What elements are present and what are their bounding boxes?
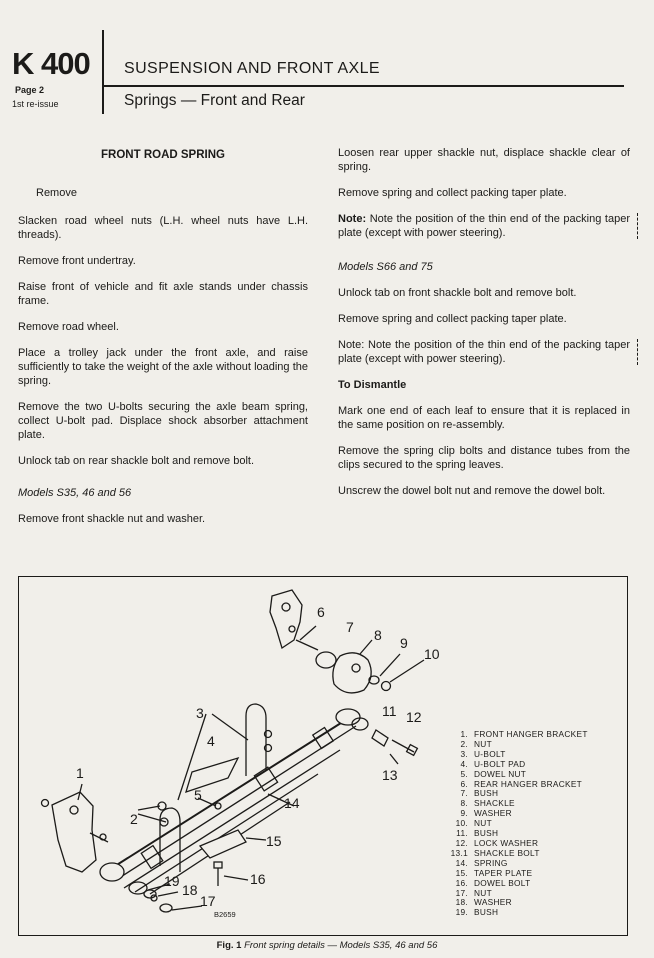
legend-label: NUT [474,738,492,749]
legend-item [450,879,588,889]
step-paragraph: Unlock tab on rear shackle bolt and remove bolt. [18,455,255,467]
legend-number: 6. [460,778,468,789]
legend-number: 16. [455,877,468,888]
callout-9: 9 [400,635,408,651]
legend-number: 12. [455,837,468,848]
callout-7: 7 [346,619,354,635]
figure-callouts [76,604,440,909]
legend-label: BUSH [474,788,499,799]
legend-item [450,780,588,790]
legend-number: 2. [460,738,468,749]
step-paragraph: Remove front shackle nut and washer. [18,513,206,525]
step-paragraph: Unscrew the dowel bolt nut and remove the dowel bolt. [338,485,606,497]
legend-item [450,908,588,918]
legend-item [450,898,588,908]
models-heading: Models S66 and 75 [338,261,433,273]
caption-label: Fig. 1 [216,940,242,951]
legend-number: 3. [460,748,468,759]
subsection-title: Springs — Front and Rear [124,92,305,109]
legend-item [450,849,588,859]
issue-label: 1st re-issue [12,99,59,109]
step-paragraph: Slacken road wheel nuts (L.H. wheel nuts have L.H. threads). [18,215,308,241]
legend-label: NUT [474,887,492,898]
parts-legend [450,730,588,918]
legend-number: 13.1 [450,847,468,858]
step-paragraph: Remove the two U-bolts securing the axle beam spring, collect U-bolt pad. Displace shock absorber attachment plate. [18,401,308,441]
legend-label: SHACKLE [474,798,515,809]
legend-number: 10. [455,818,468,829]
legend-label: FRONT HANGER BRACKET [474,729,588,739]
callout-13: 13 [382,767,398,783]
legend-number: 11. [456,828,468,839]
legend-label: BUSH [474,907,499,918]
callout-1: 1 [76,765,84,781]
legend-label: SHACKLE BOLT [474,847,540,858]
legend-number: 4. [460,758,468,769]
legend-item [450,819,588,829]
step-paragraph: Loosen rear upper shackle nut, displace shackle clear of spring. [338,147,630,173]
callout-17: 17 [200,893,216,909]
legend-number: 14. [455,857,468,868]
legend-number: 7. [460,788,468,799]
note-text: Note the position of the thin end of the packing taper plate (except with power steering). [338,213,630,239]
callout-5: 5 [194,787,202,803]
callout-3: 3 [196,705,204,721]
callout-6: 6 [317,604,325,620]
legend-label: U-BOLT [474,748,506,759]
step-paragraph: Remove spring and collect packing taper plate. [338,313,567,325]
legend-item [450,730,588,740]
step-paragraph: Remove spring and collect packing taper plate. [338,187,567,199]
legend-label: LOCK WASHER [474,837,539,848]
legend-number: 15. [455,867,468,878]
callout-2: 2 [130,811,138,827]
legend-label: WASHER [474,808,512,819]
dismantle-heading: To Dismantle [338,379,407,391]
legend-item [450,799,588,809]
figure-reference-code: B2659 [214,910,236,919]
step-paragraph: Remove road wheel. [18,321,119,333]
legend-number: 8. [460,798,468,809]
note-label: Note: [338,213,367,225]
step-paragraph: Place a trolley jack under the front axle, and raise sufficiently to take the weight of the axle without loading the spring. [18,347,308,387]
legend-label: SPRING [474,857,508,868]
callout-18: 18 [182,882,198,898]
callout-16: 16 [250,871,266,887]
legend-label: BUSH [474,828,499,839]
caption-text: Front spring details — Models S35, 46 and 56 [244,940,438,951]
manual-code: K 400 [12,46,90,81]
legend-number: 19. [455,907,468,918]
legend-label: DOWEL BOLT [474,877,531,888]
callout-14: 14 [284,795,300,811]
legend-item [450,789,588,799]
callout-12: 12 [406,709,422,725]
note-text: Note: Note the position of the thin end of the packing taper plate (except with power steering). [338,339,630,365]
legend-number: 17. [455,887,468,898]
legend-item [450,740,588,750]
legend-item [450,889,588,899]
callout-15: 15 [266,833,282,849]
legend-number: 5. [460,768,468,779]
callout-11: 11 [382,703,397,719]
step-paragraph: Unlock tab on front shackle bolt and remove bolt. [338,287,577,299]
legend-label: WASHER [474,897,512,908]
legend-number: 9. [460,808,468,819]
step-paragraph: Remove front undertray. [18,255,136,267]
legend-number: 18. [455,897,468,908]
step-paragraph: Raise front of vehicle and fit axle stands under chassis frame. [18,281,308,307]
step-paragraph: Remove the spring clip bolts and distance tubes from the clips secured to the spring leaves. [338,445,630,471]
models-heading: Models S35, 46 and 56 [18,487,132,499]
figure-caption [0,940,654,951]
page-number: Page 2 [15,85,45,95]
legend-label: TAPER PLATE [474,867,533,878]
legend-label: U-BOLT PAD [474,758,526,769]
callout-10: 10 [424,646,440,662]
callout-4: 4 [207,733,215,749]
callout-8: 8 [374,627,382,643]
legend-number: 1. [460,729,468,739]
legend-item [450,809,588,819]
leaf-spring-drawing [100,709,360,894]
remove-heading: Remove [36,187,77,199]
legend-label: DOWEL NUT [474,768,527,779]
step-paragraph: Mark one end of each leaf to ensure that it is replaced in the same position on re-assembly. [338,405,630,431]
legend-label: REAR HANGER BRACKET [474,778,583,789]
legend-label: NUT [474,818,492,829]
front-road-spring-heading: FRONT ROAD SPRING [101,149,225,161]
callout-19: 19 [164,873,180,889]
section-title: SUSPENSION AND FRONT AXLE [124,60,380,77]
